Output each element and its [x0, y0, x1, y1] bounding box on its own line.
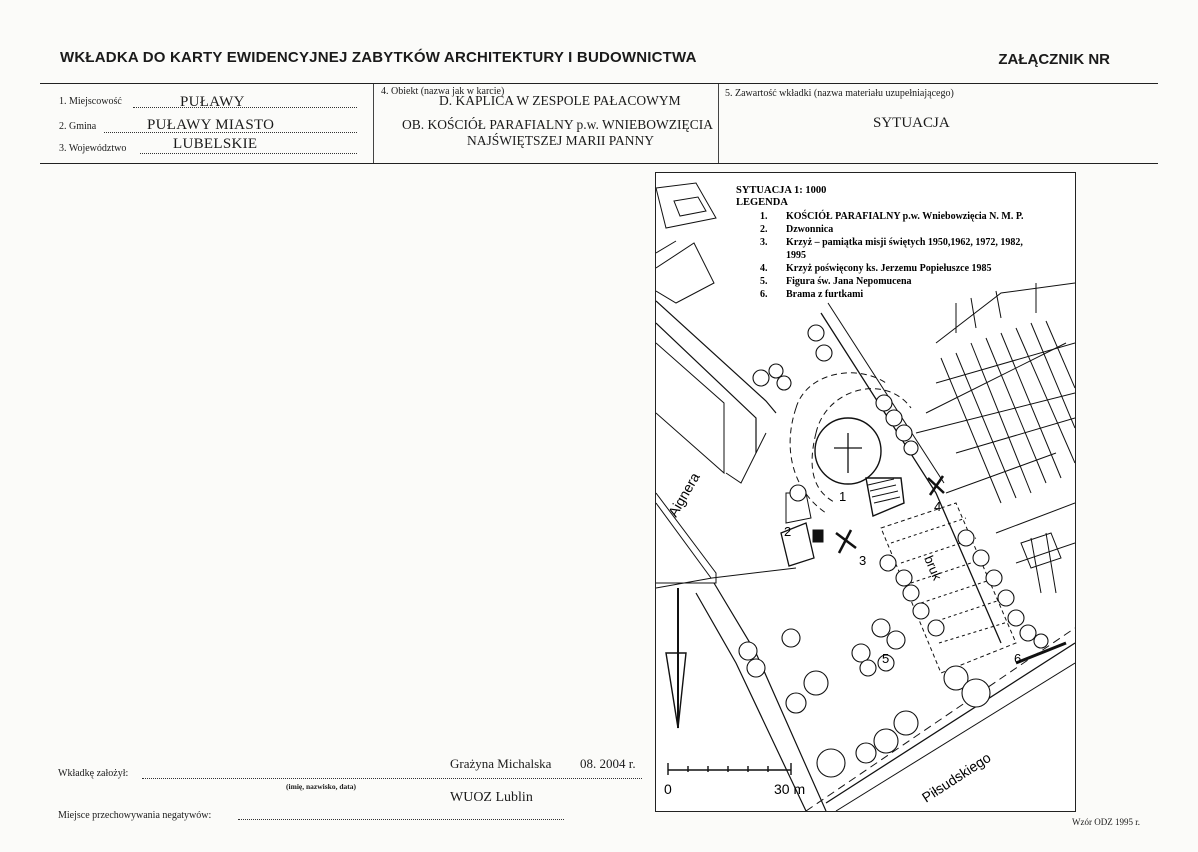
site-plan-map	[655, 172, 1076, 812]
content-value: SYTUACJA	[873, 115, 950, 131]
mission-cross	[836, 530, 856, 553]
locality-label: 1. Miejscowość	[59, 96, 122, 107]
legend-text-6: Brama z furtkami	[786, 289, 864, 300]
object-line-1: D. KAPLICA W ZESPOLE PAŁACOWYM	[439, 93, 681, 108]
storage-dotted-line	[238, 819, 564, 820]
map-marker-1: 1	[839, 489, 847, 504]
legend-num-1: 1.	[760, 211, 768, 222]
object-line-2: OB. KOŚCIÓŁ PARAFIALNY p.w. WNIEBOWZIĘCIA	[402, 117, 713, 132]
commune-value: PUŁAWY MIASTO	[147, 117, 275, 133]
map-marker-3: 3	[859, 553, 867, 568]
legend-text-3b: 1995	[786, 250, 806, 261]
site-plan-drawing	[656, 173, 1075, 811]
paving-label: bruk	[921, 553, 945, 583]
author-label: Wkładkę założył:	[58, 768, 129, 779]
legend-text-4: Krzyż poświęcony ks. Jerzemu Popiełuszce 1985	[786, 263, 992, 274]
legend-num-6: 6.	[760, 289, 768, 300]
street-label-aignera: Aignera	[664, 469, 703, 520]
author-date: 08. 2004 r.	[580, 756, 636, 771]
map-marker-6: 6	[1014, 651, 1022, 666]
author-dotted-line	[142, 778, 642, 779]
scale-end: 30 m	[774, 781, 806, 797]
legend-text-1: KOŚCIÓŁ PARAFIALNY p.w. Wniebowzięcia N. M. P.	[786, 211, 1024, 222]
column-divider-1	[373, 84, 374, 163]
voivodeship-dotted-line	[140, 153, 357, 154]
building-outline	[656, 243, 714, 303]
header-rule-bottom	[40, 163, 1158, 164]
legend-heading: LEGENDA	[736, 197, 788, 208]
map-marker-2: 2	[784, 524, 792, 539]
legend-num-2: 2.	[760, 224, 768, 235]
legend-text-2: Dzwonnica	[786, 224, 834, 235]
commune-label: 2. Gmina	[59, 121, 97, 132]
map-marker-5: 5	[882, 651, 890, 666]
map-title: SYTUACJA 1: 1000	[736, 185, 827, 196]
voivodeship-label: 3. Województwo	[59, 143, 127, 154]
form-template-id: Wzór ODZ 1995 r.	[1072, 817, 1140, 827]
object-label: 4. Obiekt (nazwa jak w karcie)	[381, 86, 505, 97]
scale-start: 0	[664, 781, 672, 797]
storage-value: WUOZ Lublin	[450, 790, 533, 805]
attachment-number: ZAŁĄCZNIK NR	[998, 51, 1110, 68]
author-hint: (imię, nazwisko, data)	[286, 782, 356, 791]
city-block	[656, 343, 724, 473]
building-outline	[656, 183, 716, 228]
legend-num-3: 3.	[760, 237, 768, 248]
author-name: Grażyna Michalska	[450, 756, 552, 771]
legend-num-5: 5.	[760, 276, 768, 287]
cross-symbol	[834, 433, 862, 473]
voivodeship-value: LUBELSKIE	[173, 136, 258, 152]
column-divider-2	[718, 84, 719, 163]
header-rule-top	[40, 83, 1158, 84]
content-label: 5. Zawartość wkładki (nazwa materiału uzupełniającego)	[725, 88, 954, 99]
object-line-3: NAJŚWIĘTSZEJ MARII PANNY	[467, 133, 655, 148]
legend-num-4: 4.	[760, 263, 768, 274]
street-label-pilsudskiego: Piłsudskiego	[918, 749, 994, 806]
legend-text-3: Krzyż – pamiątka misji świętych 1950,1962, 1972, 1982,	[786, 237, 1023, 248]
building-outline	[674, 197, 706, 216]
storage-label: Miejsce przechowywania negatywów:	[58, 810, 212, 821]
legend-text-5: Figura św. Jana Nepomucena	[786, 276, 912, 287]
map-marker-4: 4	[934, 499, 942, 514]
locality-value: PUŁAWY	[180, 94, 245, 110]
locality-dotted-line	[133, 107, 357, 108]
scale-bar	[668, 763, 791, 775]
form-title: WKŁADKA DO KARTY EWIDENCYJNEJ ZABYTKÓW ARCHITEKTURY I BUDOWNICTWA	[60, 49, 697, 66]
